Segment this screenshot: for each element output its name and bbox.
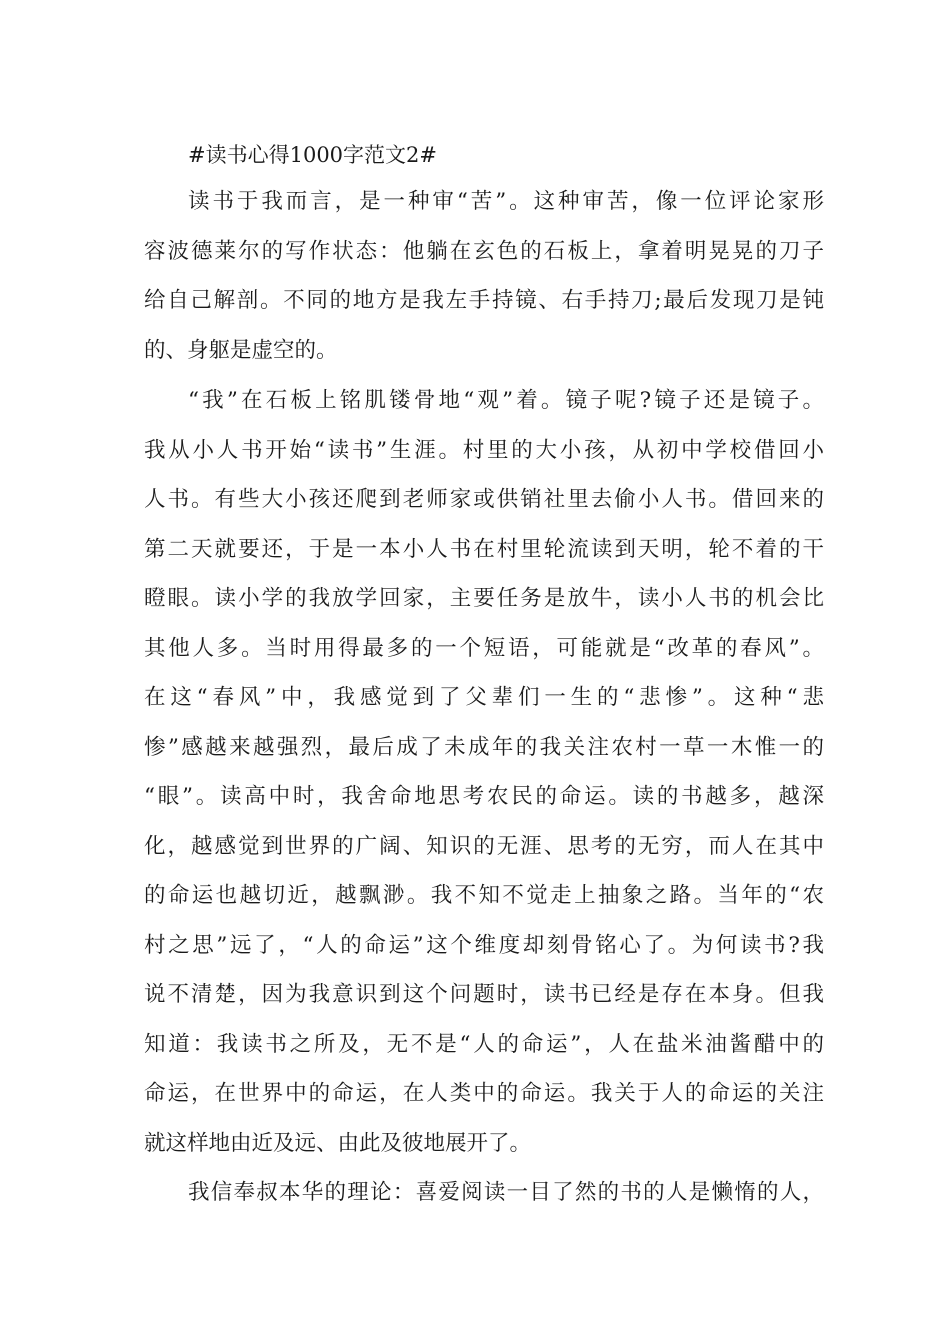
text-line: 读书于我而言，是一种审“苦”。这种审苦，像一位评论家形 [188,189,824,214]
text-line: 村之思”远了，“人的命运”这个维度却刻骨铭心了。为何读书?我 [144,932,824,958]
text-line: 我从小人书开始“读书”生涯。村里的大小孩，从初中学校借回小 [144,437,824,463]
text-line: 的命运也越切近，越飘渺。我不知不觉走上抽象之路。当年的“农 [144,883,824,908]
text-line: 知道：我读书之所及，无不是“人的命运”，人在盐米油酱醋中的 [144,1031,824,1057]
paragraph-3 [144,1168,824,1218]
text-line: “眼”。读高中时，我舍命地思考农民的命运。读的书越多，越深 [144,784,824,809]
document-heading: #读书心得1000字范文2# [188,143,437,167]
paragraph-1 [144,177,824,375]
text-line: 惨”感越来越强烈，最后成了未成年的我关注农村一草一木惟一的 [144,734,824,760]
text-line: 其他人多。当时用得最多的一个短语，可能就是“改革的春风”。 [144,635,824,661]
text-line: 说不清楚，因为我意识到这个问题时，读书已经是存在本身。但我 [144,982,824,1007]
text-line: 就这样地由近及远、由此及彼地展开了。 [144,1130,532,1156]
text-line: 瞪眼。读小学的我放学回家，主要任务是放牛，读小人书的机会比 [144,586,824,611]
paragraph-2 [144,376,824,1168]
text-line: “我”在石板上铭肌镂骨地“观”着。镜子呢?镜子还是镜子。 [188,388,824,413]
text-line: 的、身躯是虚空的。 [144,337,338,363]
text-line: 给自己解剖。不同的地方是我左手持镜、右手持刀;最后发现刀是钝 [144,288,824,313]
text-line: 容波德莱尔的写作状态：他躺在玄色的石板上，拿着明晃晃的刀子 [144,238,824,264]
text-line: 我信奉叔本华的理论：喜爱阅读一目了然的书的人是懒惰的人， [188,1180,824,1205]
text-line: 命运，在世界中的命运，在人类中的命运。我关于人的命运的关注 [144,1081,824,1106]
text-line: 在这“春风”中，我感觉到了父辈们一生的“悲惨”。这种“悲 [144,685,824,710]
text-line: 第二天就要还，于是一本小人书在村里轮流读到天明，轮不着的干 [144,536,824,562]
text-line: 化，越感觉到世界的广阔、知识的无涯、思考的无穷，而人在其中 [144,833,824,859]
text-line: 人书。有些大小孩还爬到老师家或供销社里去偷小人书。借回来的 [144,487,824,512]
